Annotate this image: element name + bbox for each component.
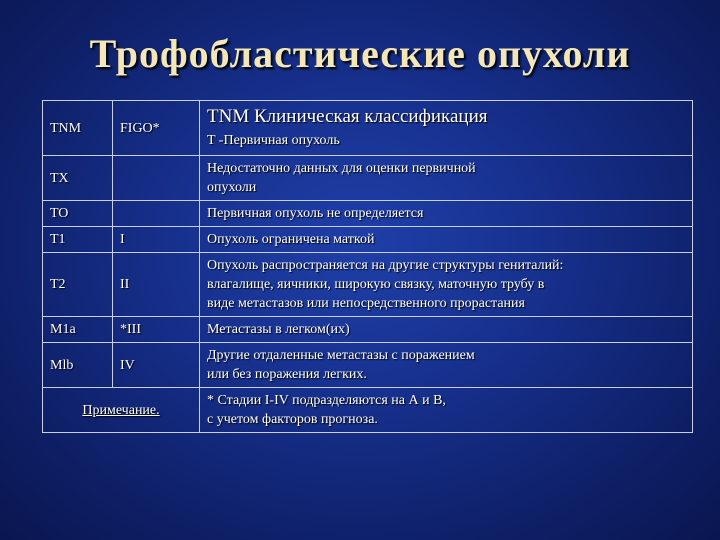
description-line: влагалище, яичники, широкую связку, маточную трубу в bbox=[207, 277, 545, 292]
description-cell bbox=[200, 253, 693, 317]
table-row bbox=[43, 343, 693, 388]
header-tnm: TNM bbox=[43, 101, 113, 156]
note-line: * Стадии I-IV подразделяются на А и В, bbox=[207, 393, 446, 408]
table-row bbox=[43, 156, 693, 201]
description-line: виде метастазов или непосредственного прорастания bbox=[207, 296, 525, 311]
figo-cell: I bbox=[113, 227, 200, 253]
header-figo: FIGO* bbox=[113, 101, 200, 156]
note-label: Примечание. bbox=[43, 388, 200, 433]
table-row bbox=[43, 253, 693, 317]
tnm-cell: TO bbox=[43, 201, 113, 227]
figo-cell: *III bbox=[113, 317, 200, 343]
table-row bbox=[43, 227, 693, 253]
table-note-row bbox=[43, 388, 693, 433]
description-line: Опухоль ограничена маткой bbox=[207, 232, 375, 247]
figo-cell: IV bbox=[113, 343, 200, 388]
tnm-cell: TX bbox=[43, 156, 113, 201]
description-line: Другие отдаленные метастазы с поражением bbox=[207, 348, 475, 363]
description-line: или без поражения легких. bbox=[207, 367, 367, 382]
description-cell bbox=[200, 156, 693, 201]
table-header-row bbox=[43, 101, 693, 156]
header-classification-title: TNM Клиническая классификация bbox=[207, 106, 488, 127]
description-cell bbox=[200, 343, 693, 388]
table-row bbox=[43, 201, 693, 227]
description-line: Метастазы в легком(их) bbox=[207, 322, 350, 337]
header-classification-subtitle: T -Первичная опухоль bbox=[207, 133, 340, 148]
tnm-cell: Mlb bbox=[43, 343, 113, 388]
description-line: Недостаточно данных для оценки первичной bbox=[207, 161, 476, 176]
tnm-cell: M1a bbox=[43, 317, 113, 343]
figo-cell bbox=[113, 156, 200, 201]
tnm-cell: T1 bbox=[43, 227, 113, 253]
description-cell bbox=[200, 201, 693, 227]
table-row bbox=[43, 317, 693, 343]
tnm-cell: T2 bbox=[43, 253, 113, 317]
figo-cell bbox=[113, 201, 200, 227]
description-line: опухоли bbox=[207, 180, 257, 195]
description-cell bbox=[200, 317, 693, 343]
note-text bbox=[200, 388, 693, 433]
description-line: Опухоль распространяется на другие структуры гениталий: bbox=[207, 258, 564, 273]
figo-cell: II bbox=[113, 253, 200, 317]
classification-table bbox=[42, 100, 693, 433]
slide-title: Трофобластические опухоли bbox=[89, 31, 631, 76]
header-classification bbox=[200, 101, 693, 156]
description-cell bbox=[200, 227, 693, 253]
note-line: с учетом факторов прогноза. bbox=[207, 412, 378, 427]
description-line: Первичная опухоль не определяется bbox=[207, 206, 424, 221]
